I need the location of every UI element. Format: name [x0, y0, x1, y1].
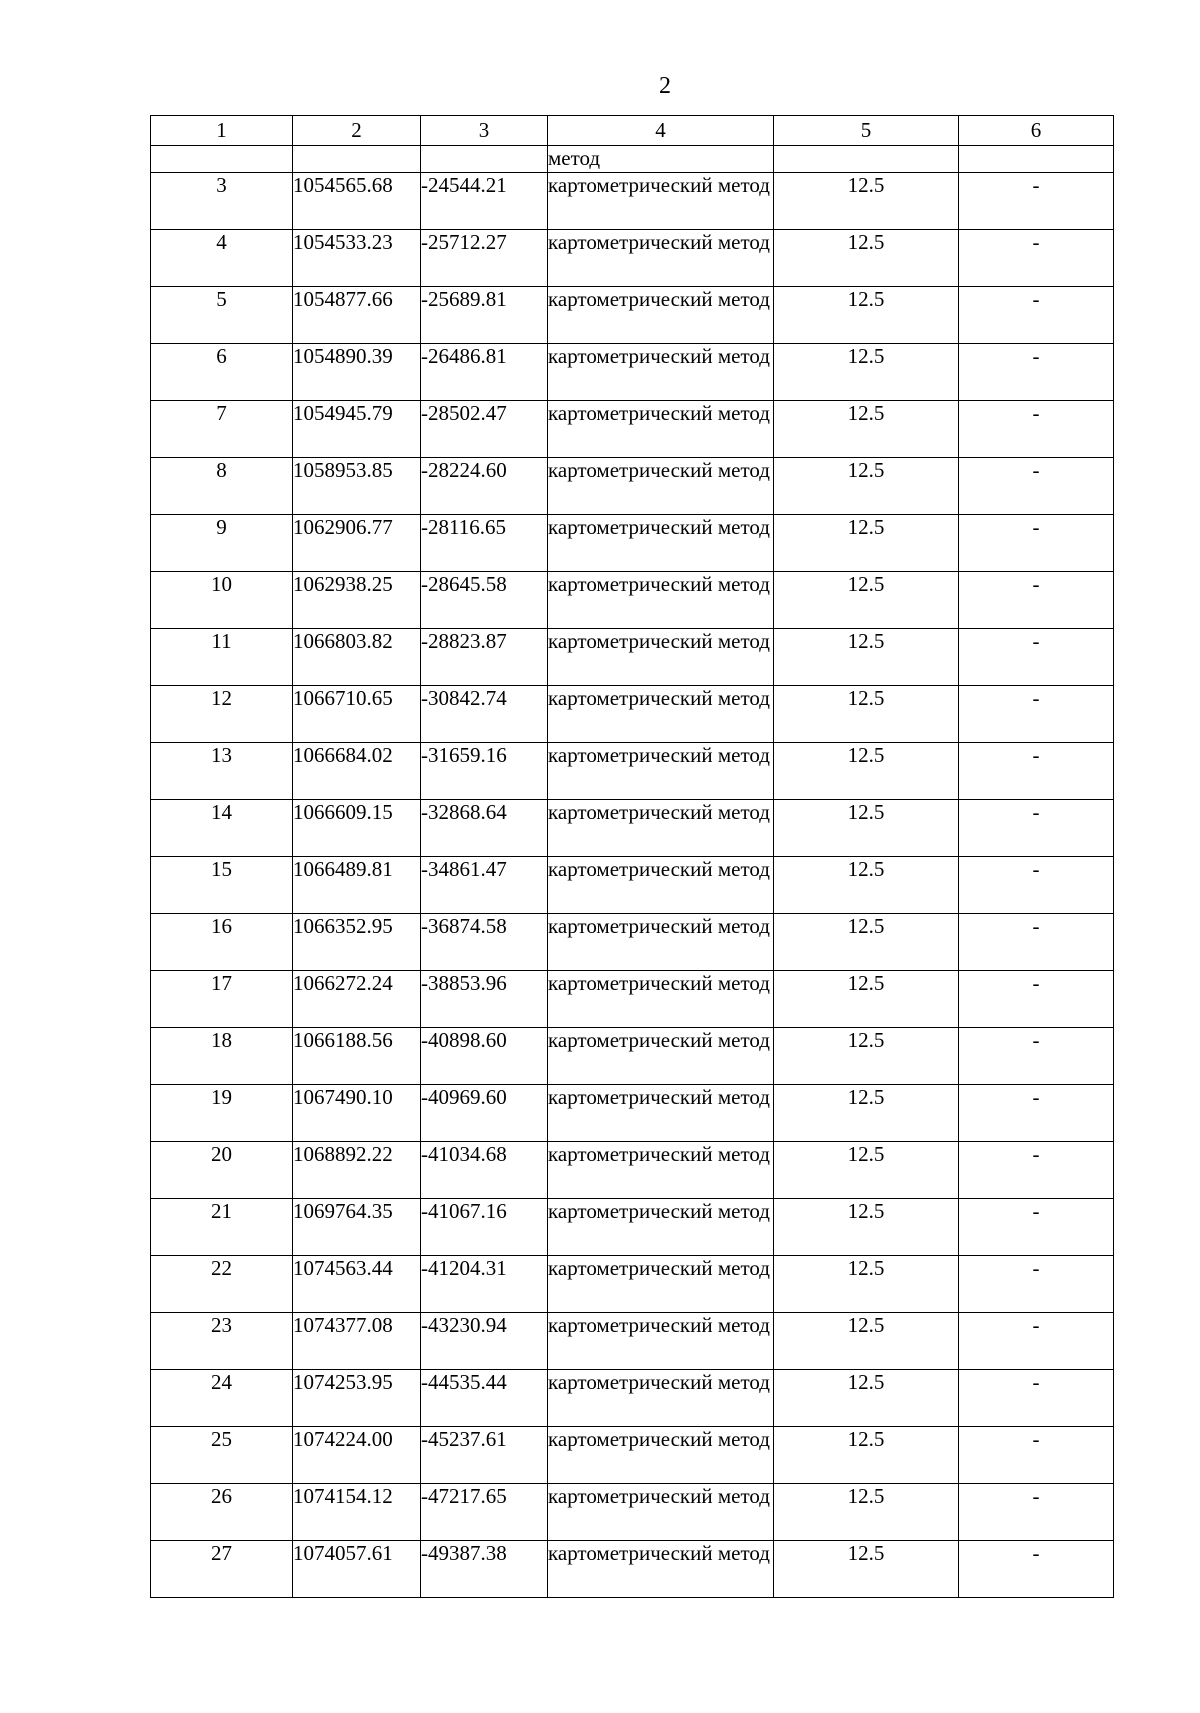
table-row [151, 800, 1114, 857]
method-cell: картометрический метод [548, 1028, 774, 1085]
method-cell: картометрический метод [548, 800, 774, 857]
point-number-cell: 16 [151, 914, 293, 971]
method-cell: картометрический метод [548, 230, 774, 287]
method-cell: картометрический метод [548, 1370, 774, 1427]
accuracy-cell: 12.5 [774, 458, 959, 515]
accuracy-cell: 12.5 [774, 344, 959, 401]
y-coordinate-cell: -41034.68 [421, 1142, 548, 1199]
point-number-cell: 3 [151, 173, 293, 230]
x-coordinate-cell: 1066684.02 [293, 743, 421, 800]
method-cell: картометрический метод [548, 173, 774, 230]
note-cell: - [959, 1427, 1114, 1484]
table-row [151, 1256, 1114, 1313]
accuracy-cell: 12.5 [774, 1028, 959, 1085]
accuracy-cell: 12.5 [774, 1427, 959, 1484]
note-cell: - [959, 401, 1114, 458]
note-cell: - [959, 800, 1114, 857]
note-cell: - [959, 572, 1114, 629]
accuracy-cell: 12.5 [774, 800, 959, 857]
y-coordinate-cell: -28502.47 [421, 401, 548, 458]
note-cell: - [959, 287, 1114, 344]
table-row [151, 686, 1114, 743]
accuracy-cell: 12.5 [774, 230, 959, 287]
empty-cell [151, 146, 293, 173]
y-coordinate-cell: -28116.65 [421, 515, 548, 572]
page-number: 2 [659, 73, 671, 99]
point-number-cell: 15 [151, 857, 293, 914]
note-cell: - [959, 629, 1114, 686]
note-cell: - [959, 515, 1114, 572]
x-coordinate-cell: 1066272.24 [293, 971, 421, 1028]
accuracy-cell: 12.5 [774, 1484, 959, 1541]
table-row [151, 1541, 1114, 1598]
y-coordinate-cell: -25712.27 [421, 230, 548, 287]
table-row [151, 857, 1114, 914]
point-number-cell: 14 [151, 800, 293, 857]
column-header-3: 3 [421, 116, 548, 146]
table-row [151, 287, 1114, 344]
note-cell: - [959, 971, 1114, 1028]
accuracy-cell: 12.5 [774, 1541, 959, 1598]
method-cell: картометрический метод [548, 1541, 774, 1598]
table-row [151, 1085, 1114, 1142]
x-coordinate-cell: 1054533.23 [293, 230, 421, 287]
table-row [151, 1142, 1114, 1199]
y-coordinate-cell: -43230.94 [421, 1313, 548, 1370]
table-row [151, 743, 1114, 800]
empty-cell [959, 146, 1114, 173]
note-cell: - [959, 1484, 1114, 1541]
method-cell: картометрический метод [548, 1427, 774, 1484]
empty-cell [293, 146, 421, 173]
y-coordinate-cell: -47217.65 [421, 1484, 548, 1541]
accuracy-cell: 12.5 [774, 686, 959, 743]
y-coordinate-cell: -38853.96 [421, 971, 548, 1028]
note-cell: - [959, 686, 1114, 743]
point-number-cell: 7 [151, 401, 293, 458]
method-cell: картометрический метод [548, 971, 774, 1028]
x-coordinate-cell: 1066710.65 [293, 686, 421, 743]
accuracy-cell: 12.5 [774, 572, 959, 629]
x-coordinate-cell: 1054565.68 [293, 173, 421, 230]
point-number-cell: 18 [151, 1028, 293, 1085]
method-cell: картометрический метод [548, 857, 774, 914]
accuracy-cell: 12.5 [774, 971, 959, 1028]
accuracy-cell: 12.5 [774, 857, 959, 914]
accuracy-cell: 12.5 [774, 515, 959, 572]
point-number-cell: 11 [151, 629, 293, 686]
x-coordinate-cell: 1074224.00 [293, 1427, 421, 1484]
x-coordinate-cell: 1062906.77 [293, 515, 421, 572]
note-cell: - [959, 1199, 1114, 1256]
y-coordinate-cell: -41067.16 [421, 1199, 548, 1256]
point-number-cell: 26 [151, 1484, 293, 1541]
x-coordinate-cell: 1074154.12 [293, 1484, 421, 1541]
accuracy-cell: 12.5 [774, 1256, 959, 1313]
accuracy-cell: 12.5 [774, 629, 959, 686]
y-coordinate-cell: -28645.58 [421, 572, 548, 629]
accuracy-cell: 12.5 [774, 743, 959, 800]
table-body [151, 146, 1114, 1598]
table-row [151, 629, 1114, 686]
x-coordinate-cell: 1066489.81 [293, 857, 421, 914]
x-coordinate-cell: 1054877.66 [293, 287, 421, 344]
note-cell: - [959, 1313, 1114, 1370]
method-cell: картометрический метод [548, 686, 774, 743]
table-row [151, 1199, 1114, 1256]
point-number-cell: 19 [151, 1085, 293, 1142]
x-coordinate-cell: 1074057.61 [293, 1541, 421, 1598]
x-coordinate-cell: 1066803.82 [293, 629, 421, 686]
x-coordinate-cell: 1074377.08 [293, 1313, 421, 1370]
header-row [151, 116, 1114, 146]
x-coordinate-cell: 1062938.25 [293, 572, 421, 629]
y-coordinate-cell: -25689.81 [421, 287, 548, 344]
point-number-cell: 23 [151, 1313, 293, 1370]
empty-cell [421, 146, 548, 173]
accuracy-cell: 12.5 [774, 1313, 959, 1370]
y-coordinate-cell: -32868.64 [421, 800, 548, 857]
x-coordinate-cell: 1074563.44 [293, 1256, 421, 1313]
note-cell: - [959, 1541, 1114, 1598]
accuracy-cell: 12.5 [774, 914, 959, 971]
column-header-5: 5 [774, 116, 959, 146]
x-coordinate-cell: 1066609.15 [293, 800, 421, 857]
method-cell: картометрический метод [548, 1142, 774, 1199]
table-row [151, 1313, 1114, 1370]
note-cell: - [959, 914, 1114, 971]
y-coordinate-cell: -28823.87 [421, 629, 548, 686]
table-row [151, 173, 1114, 230]
table-row [151, 1370, 1114, 1427]
accuracy-cell: 12.5 [774, 173, 959, 230]
coordinates-table [150, 115, 1114, 1598]
y-coordinate-cell: -49387.38 [421, 1541, 548, 1598]
point-number-cell: 20 [151, 1142, 293, 1199]
point-number-cell: 21 [151, 1199, 293, 1256]
note-cell: - [959, 743, 1114, 800]
note-cell: - [959, 458, 1114, 515]
y-coordinate-cell: -24544.21 [421, 173, 548, 230]
point-number-cell: 27 [151, 1541, 293, 1598]
point-number-cell: 17 [151, 971, 293, 1028]
point-number-cell: 24 [151, 1370, 293, 1427]
table-row [151, 458, 1114, 515]
note-cell: - [959, 1085, 1114, 1142]
accuracy-cell: 12.5 [774, 287, 959, 344]
method-cell: картометрический метод [548, 1085, 774, 1142]
accuracy-cell: 12.5 [774, 1085, 959, 1142]
method-cell: картометрический метод [548, 344, 774, 401]
accuracy-cell: 12.5 [774, 1142, 959, 1199]
method-cell: картометрический метод [548, 914, 774, 971]
accuracy-cell: 12.5 [774, 1199, 959, 1256]
method-cell: картометрический метод [548, 572, 774, 629]
table-row [151, 1484, 1114, 1541]
x-coordinate-cell: 1074253.95 [293, 1370, 421, 1427]
note-cell: - [959, 173, 1114, 230]
point-number-cell: 25 [151, 1427, 293, 1484]
note-cell: - [959, 344, 1114, 401]
x-coordinate-cell: 1069764.35 [293, 1199, 421, 1256]
column-header-2: 2 [293, 116, 421, 146]
x-coordinate-cell: 1058953.85 [293, 458, 421, 515]
method-cell: картометрический метод [548, 1484, 774, 1541]
y-coordinate-cell: -44535.44 [421, 1370, 548, 1427]
y-coordinate-cell: -28224.60 [421, 458, 548, 515]
method-cell: картометрический метод [548, 287, 774, 344]
y-coordinate-cell: -40898.60 [421, 1028, 548, 1085]
y-coordinate-cell: -34861.47 [421, 857, 548, 914]
column-header-4: 4 [548, 116, 774, 146]
point-number-cell: 13 [151, 743, 293, 800]
column-header-6: 6 [959, 116, 1114, 146]
method-cell: картометрический метод [548, 458, 774, 515]
table-row [151, 230, 1114, 287]
x-coordinate-cell: 1068892.22 [293, 1142, 421, 1199]
method-cell: картометрический метод [548, 1256, 774, 1313]
note-cell: - [959, 1256, 1114, 1313]
table-row [151, 401, 1114, 458]
note-cell: - [959, 1142, 1114, 1199]
note-cell: - [959, 857, 1114, 914]
x-coordinate-cell: 1066188.56 [293, 1028, 421, 1085]
continuation-row [151, 146, 1114, 173]
y-coordinate-cell: -40969.60 [421, 1085, 548, 1142]
y-coordinate-cell: -31659.16 [421, 743, 548, 800]
table-row [151, 1028, 1114, 1085]
y-coordinate-cell: -41204.31 [421, 1256, 548, 1313]
method-cell: картометрический метод [548, 401, 774, 458]
empty-cell [774, 146, 959, 173]
point-number-cell: 22 [151, 1256, 293, 1313]
table-row [151, 572, 1114, 629]
point-number-cell: 8 [151, 458, 293, 515]
method-cell: картометрический метод [548, 515, 774, 572]
point-number-cell: 9 [151, 515, 293, 572]
y-coordinate-cell: -26486.81 [421, 344, 548, 401]
x-coordinate-cell: 1066352.95 [293, 914, 421, 971]
note-cell: - [959, 1370, 1114, 1427]
continuation-method-text: метод [548, 146, 774, 173]
point-number-cell: 10 [151, 572, 293, 629]
y-coordinate-cell: -45237.61 [421, 1427, 548, 1484]
point-number-cell: 6 [151, 344, 293, 401]
method-cell: картометрический метод [548, 629, 774, 686]
table-row [151, 344, 1114, 401]
point-number-cell: 12 [151, 686, 293, 743]
column-header-1: 1 [151, 116, 293, 146]
method-cell: картометрический метод [548, 743, 774, 800]
point-number-cell: 4 [151, 230, 293, 287]
table-row [151, 914, 1114, 971]
table-row [151, 515, 1114, 572]
x-coordinate-cell: 1054890.39 [293, 344, 421, 401]
note-cell: - [959, 1028, 1114, 1085]
accuracy-cell: 12.5 [774, 401, 959, 458]
table-row [151, 971, 1114, 1028]
table-row [151, 1427, 1114, 1484]
method-cell: картометрический метод [548, 1313, 774, 1370]
method-cell: картометрический метод [548, 1199, 774, 1256]
point-number-cell: 5 [151, 287, 293, 344]
x-coordinate-cell: 1054945.79 [293, 401, 421, 458]
y-coordinate-cell: -36874.58 [421, 914, 548, 971]
y-coordinate-cell: -30842.74 [421, 686, 548, 743]
x-coordinate-cell: 1067490.10 [293, 1085, 421, 1142]
note-cell: - [959, 230, 1114, 287]
accuracy-cell: 12.5 [774, 1370, 959, 1427]
